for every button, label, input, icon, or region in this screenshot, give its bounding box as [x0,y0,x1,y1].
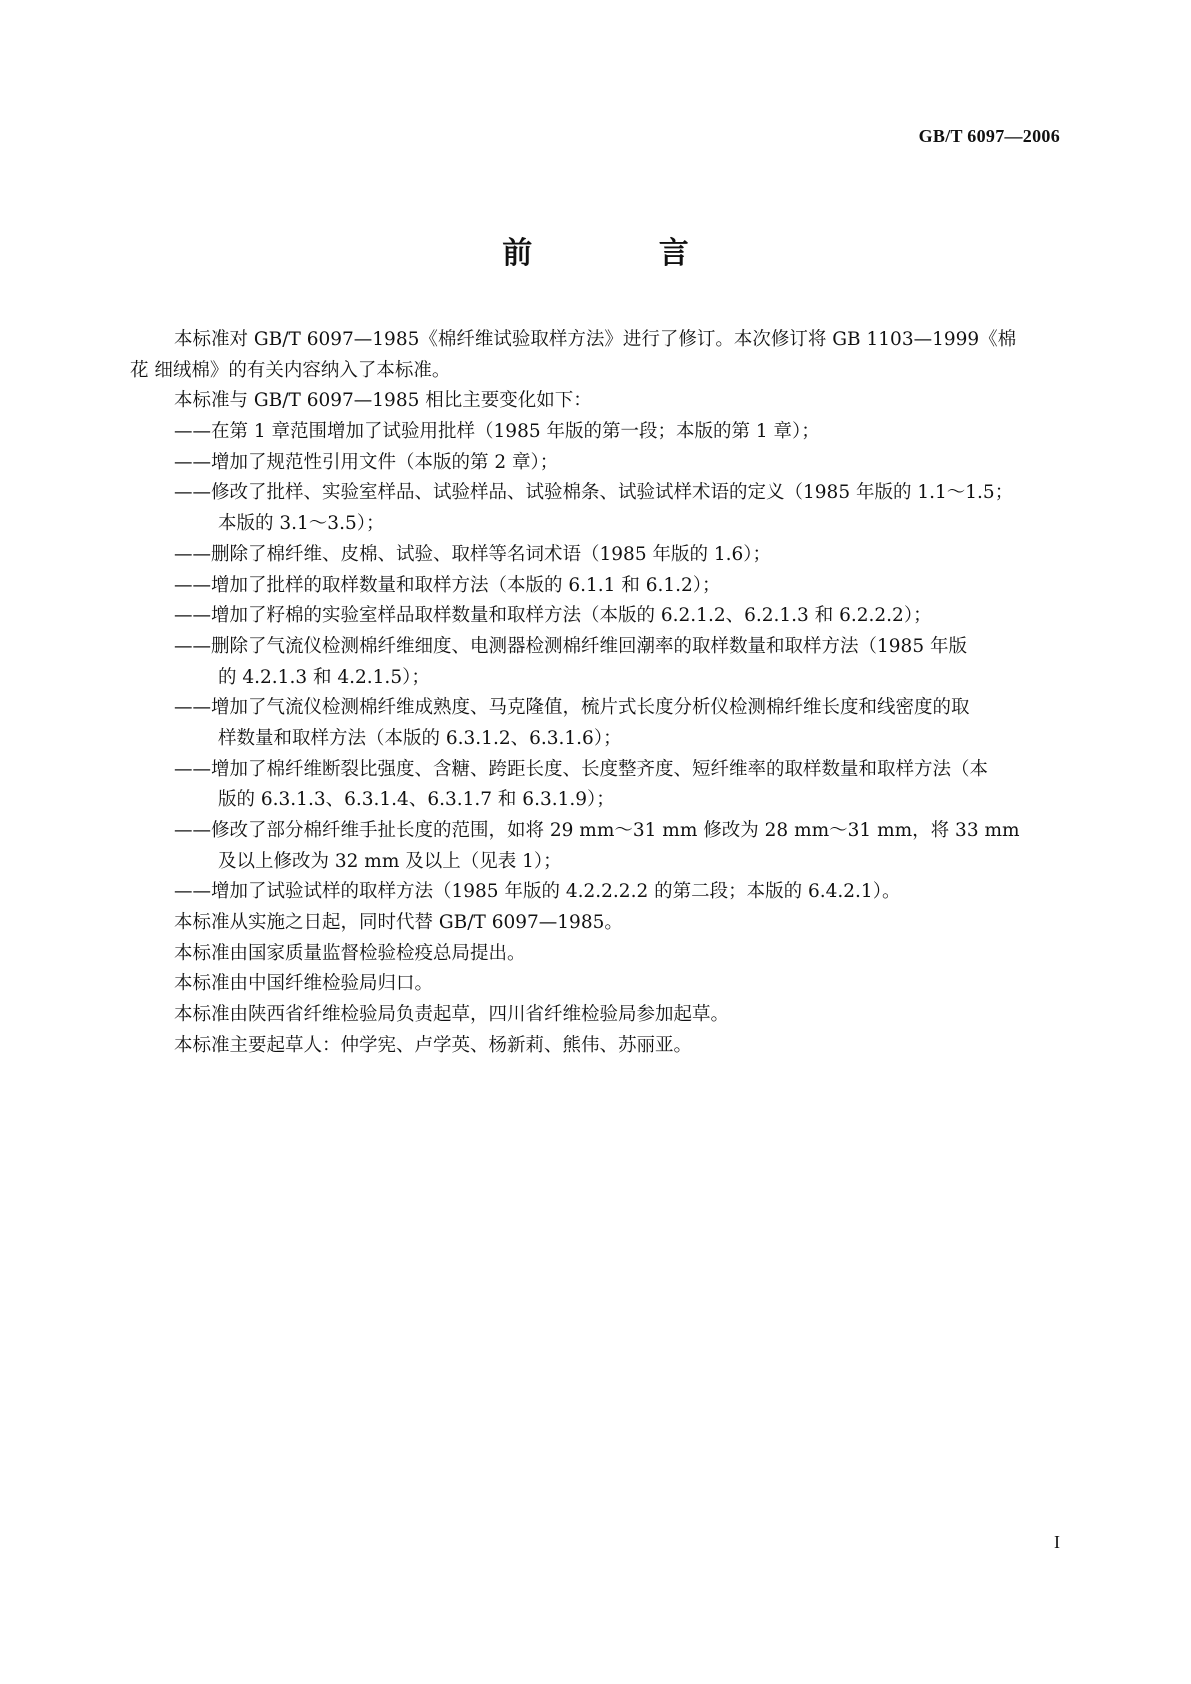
change-item-line: ——在第 1 章范围增加了试验用批样（1985 年版的第一段；本版的第 1 章）； [174,421,820,443]
standard-code: GB/T 6097—2006 [918,126,1060,146]
change-item-line: ——删除了气流仪检测棉纤维细度、电测器检测棉纤维回潮率的取样数量和取样方法（1985 年版 [174,635,967,657]
closing-paragraph: 本标准由陕西省纤维检验局负责起草，四川省纤维检验局参加起草。 [174,1004,730,1026]
closing-paragraph: 本标准由中国纤维检验局归口。 [174,973,434,995]
change-item-line: ——修改了批样、实验室样品、试验样品、试验棉条、试验试样术语的定义（1985 年版的 1.1～1.5； [174,482,1014,504]
change-item-line: 的 4.2.1.3 和 4.2.1.5）； [218,666,430,688]
change-item-line: ——删除了棉纤维、皮棉、试验、取样等名词术语（1985 年版的 1.6）； [174,543,772,565]
change-item-line: 及以上修改为 32 mm 及以上（见表 1）； [218,850,562,872]
change-item-line: ——修改了部分棉纤维手扯长度的范围，如将 29 mm～31 mm 修改为 28 mm～31 mm，将 33 mm [174,820,1020,841]
page-title: 前 言 [502,236,747,271]
change-item-line: ——增加了试验试样的取样方法（1985 年版的 4.2.2.2.2 的第二段；本版的 6.4.2.1）。 [174,881,901,903]
page-number: I [1054,1532,1060,1552]
paragraph-line: 花 细绒棉》的有关内容纳入了本标准。 [130,359,451,381]
change-item-line: ——增加了气流仪检测棉纤维成熟度、马克隆值，梳片式长度分析仪检测棉纤维长度和线密度的取 [174,697,970,719]
paragraph-line: 本标准对 GB/T 6097—1985《棉纤维试验取样方法》进行了修订。本次修订将 GB 1103—1999《棉 [174,329,1017,350]
change-item-line: 样数量和取样方法（本版的 6.3.1.2、6.3.1.6）； [218,727,622,749]
change-item-line: ——增加了规范性引用文件（本版的第 2 章）； [174,451,559,473]
change-item-line: 本版的 3.1～3.5）； [218,513,385,535]
closing-paragraph: 本标准从实施之日起，同时代替 GB/T 6097—1985。 [174,912,623,934]
foreword-body [130,325,1060,1062]
closing-paragraph: 本标准主要起草人：仲学宪、卢学英、杨新莉、熊伟、苏丽亚。 [174,1034,693,1056]
closing-list [130,908,1060,1061]
closing-paragraph: 本标准由国家质量监督检验检疫总局提出。 [174,942,526,964]
change-item-line: ——增加了籽棉的实验室样品取样数量和取样方法（本版的 6.2.1.2、6.2.1.3 和 6.2.2.2）； [174,605,932,627]
paragraph-line: 本标准与 GB/T 6097—1985 相比主要变化如下： [174,390,592,412]
change-item-line: 版的 6.3.1.3、6.3.1.4、6.3.1.7 和 6.3.1.9）； [218,789,615,811]
change-item-line: ——增加了棉纤维断裂比强度、含糖、跨距长度、长度整齐度、短纤维率的取样数量和取样方法（本 [174,758,989,780]
change-item-line: ——增加了批样的取样数量和取样方法（本版的 6.1.1 和 6.1.2）； [174,574,721,596]
changes-list [130,417,1060,908]
